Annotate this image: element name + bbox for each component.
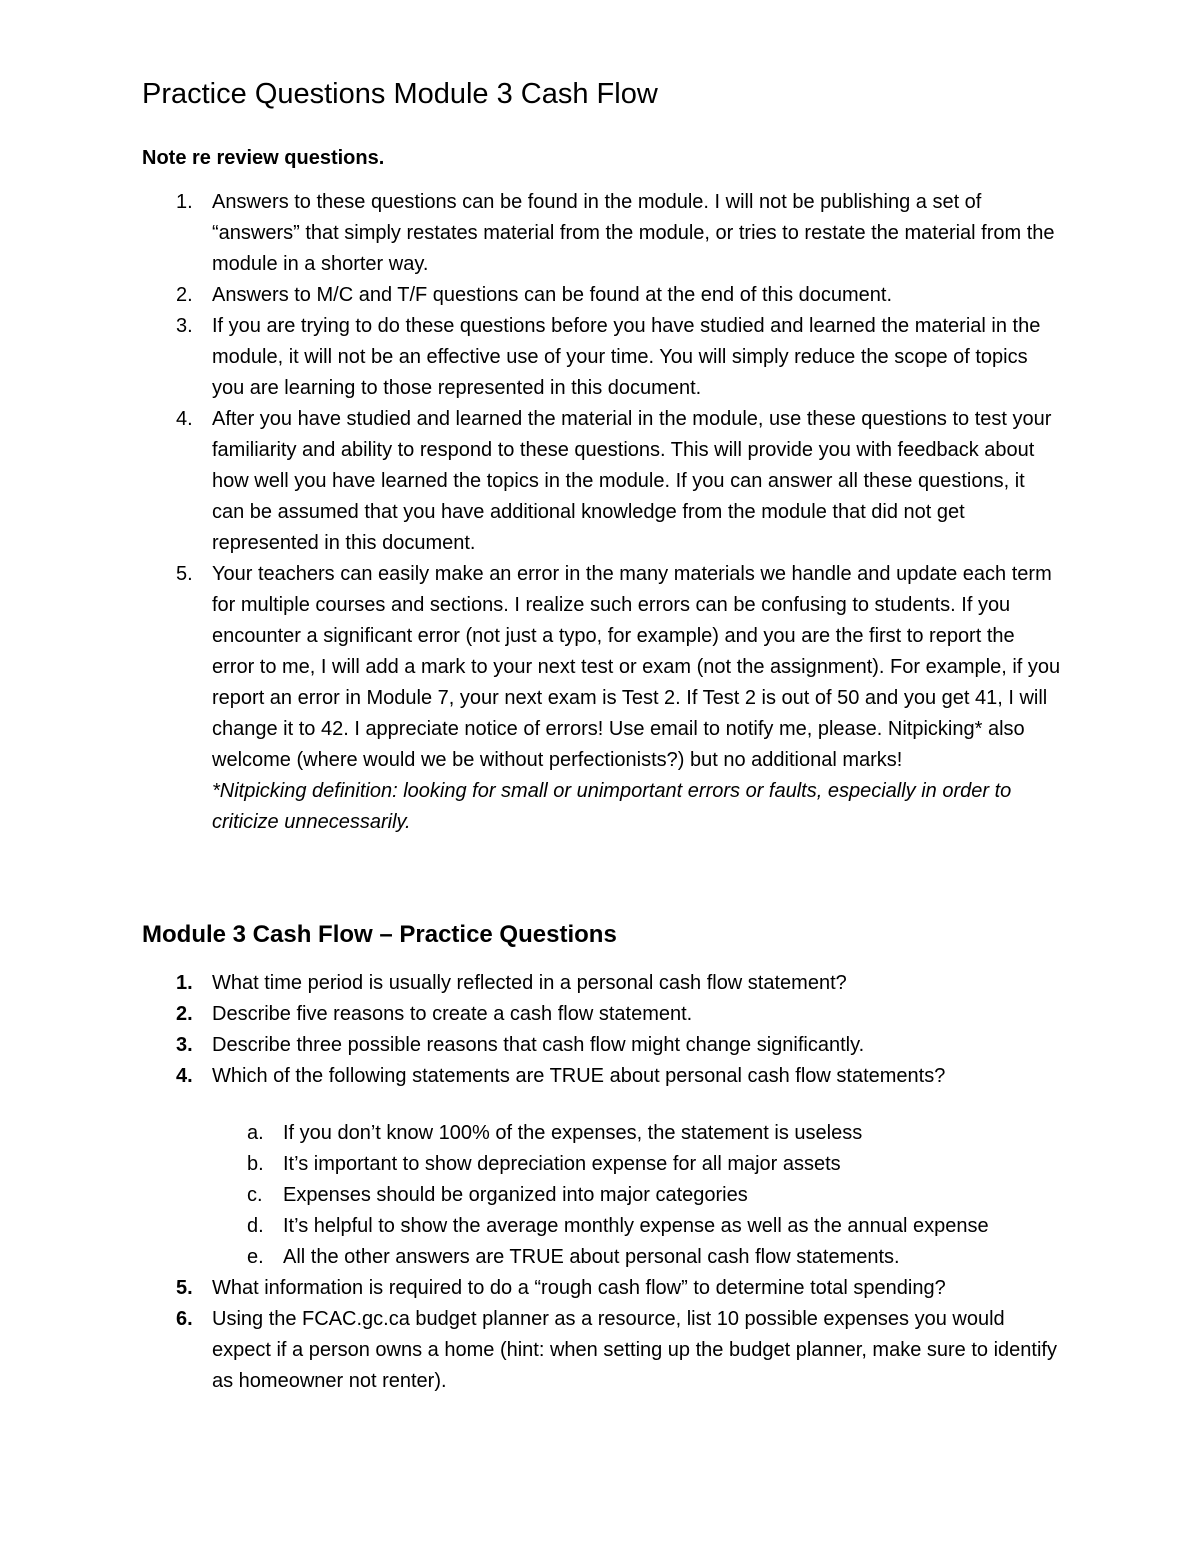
question-item — [142, 1030, 1062, 1061]
note-text: After you have studied and learned the material in the module, use these questions to test your familiarity and ability to respond to these questions. This will provide you with feedback about how well you have learned the topics in the module. If you can answer all these questions, it can be assumed that you have additional knowledge from the module that did not get represented in this document. — [212, 408, 1052, 554]
option-item — [142, 1180, 1062, 1211]
option-text: Expenses should be organized into major categories — [283, 1184, 748, 1206]
question-number: 6. — [176, 1308, 193, 1330]
option-text: It’s important to show depreciation expense for all major assets — [283, 1153, 841, 1175]
question-number: 3. — [176, 1034, 193, 1056]
question-text: Describe three possible reasons that cash flow might change significantly. — [212, 1034, 865, 1056]
questions-heading: Module 3 Cash Flow – Practice Questions — [142, 921, 617, 948]
option-text: It’s helpful to show the average monthly expense as well as the annual expense — [283, 1215, 989, 1237]
question-item — [142, 968, 1062, 999]
note-item — [142, 311, 1062, 404]
option-text: If you don’t know 100% of the expenses, the statement is useless — [283, 1122, 863, 1144]
option-item — [142, 1211, 1062, 1242]
note-number: 3. — [176, 315, 193, 337]
question-text: What time period is usually reflected in a personal cash flow statement? — [212, 972, 847, 994]
note-item — [142, 280, 1062, 311]
question-item — [142, 999, 1062, 1030]
note-number: 4. — [176, 408, 193, 430]
note-item — [142, 404, 1062, 559]
question-number: 4. — [176, 1065, 193, 1087]
practice-questions-list — [142, 968, 1062, 1092]
option-letter: e. — [247, 1246, 264, 1268]
question-number: 1. — [176, 972, 193, 994]
note-item — [142, 559, 1062, 838]
question-text: Describe five reasons to create a cash flow statement. — [212, 1003, 693, 1025]
question-item — [142, 1061, 1062, 1092]
note-text: Answers to M/C and T/F questions can be found at the end of this document. — [212, 284, 893, 306]
note-number: 1. — [176, 191, 193, 213]
question-number: 5. — [176, 1277, 193, 1299]
question-item — [142, 1273, 1062, 1304]
option-item — [142, 1242, 1062, 1273]
question-text: What information is required to do a “rough cash flow” to determine total spending? — [212, 1277, 946, 1299]
option-letter: b. — [247, 1153, 264, 1175]
note-text: If you are trying to do these questions before you have studied and learned the material in the module, it will not be an effective use of your time. You will simply reduce the scope of topics you are learning to those represented in this document. — [212, 315, 1041, 399]
option-text: All the other answers are TRUE about personal cash flow statements. — [283, 1246, 900, 1268]
option-letter: a. — [247, 1122, 264, 1144]
option-letter: c. — [247, 1184, 263, 1206]
document-title: Practice Questions Module 3 Cash Flow — [142, 78, 658, 110]
note-text: Your teachers can easily make an error in the many materials we handle and update each term for multiple courses and sections. I realize such errors can be confusing to students. If you encounter a significant error (not just a typo, for example) and you are the first to report the error to me, I will add a mark to your next test or exam (not the assignment). For example, if you report an error in Module 7, your next exam is Test 2. If Test 2 is out of 50 and you get 41, I will change it to 42. I appreciate notice of errors! Use email to notify me, please. Nitpicking* also welcome (where would we be without perfectionists?) but no additional marks! — [212, 563, 1061, 771]
note-number: 2. — [176, 284, 193, 306]
question-text: Using the FCAC.gc.ca budget planner as a resource, list 10 possible expenses you would expect if a person owns a home (hint: when setting up the budget planner, make sure to identify as homeowner not renter). — [212, 1308, 1057, 1392]
note-item — [142, 187, 1062, 280]
option-item — [142, 1149, 1062, 1180]
question-number: 2. — [176, 1003, 193, 1025]
note-text: Answers to these questions can be found in the module. I will not be publishing a set of “answers” that simply restates material from the module, or tries to restate the material from the module in a shorter way. — [212, 191, 1055, 275]
option-item — [142, 1118, 1062, 1149]
note-heading: Note re review questions. — [142, 147, 385, 169]
option-letter: d. — [247, 1215, 264, 1237]
nitpicking-footnote: *Nitpicking definition: looking for small or unimportant errors or faults, especially in order to criticize unnecessarily. — [212, 780, 1012, 833]
review-notes-list — [142, 187, 1062, 838]
question-item — [142, 1304, 1062, 1397]
note-number: 5. — [176, 563, 193, 585]
answer-options-list — [142, 1118, 1062, 1273]
practice-questions-list-continued — [142, 1273, 1062, 1397]
question-text: Which of the following statements are TRUE about personal cash flow statements? — [212, 1065, 946, 1087]
